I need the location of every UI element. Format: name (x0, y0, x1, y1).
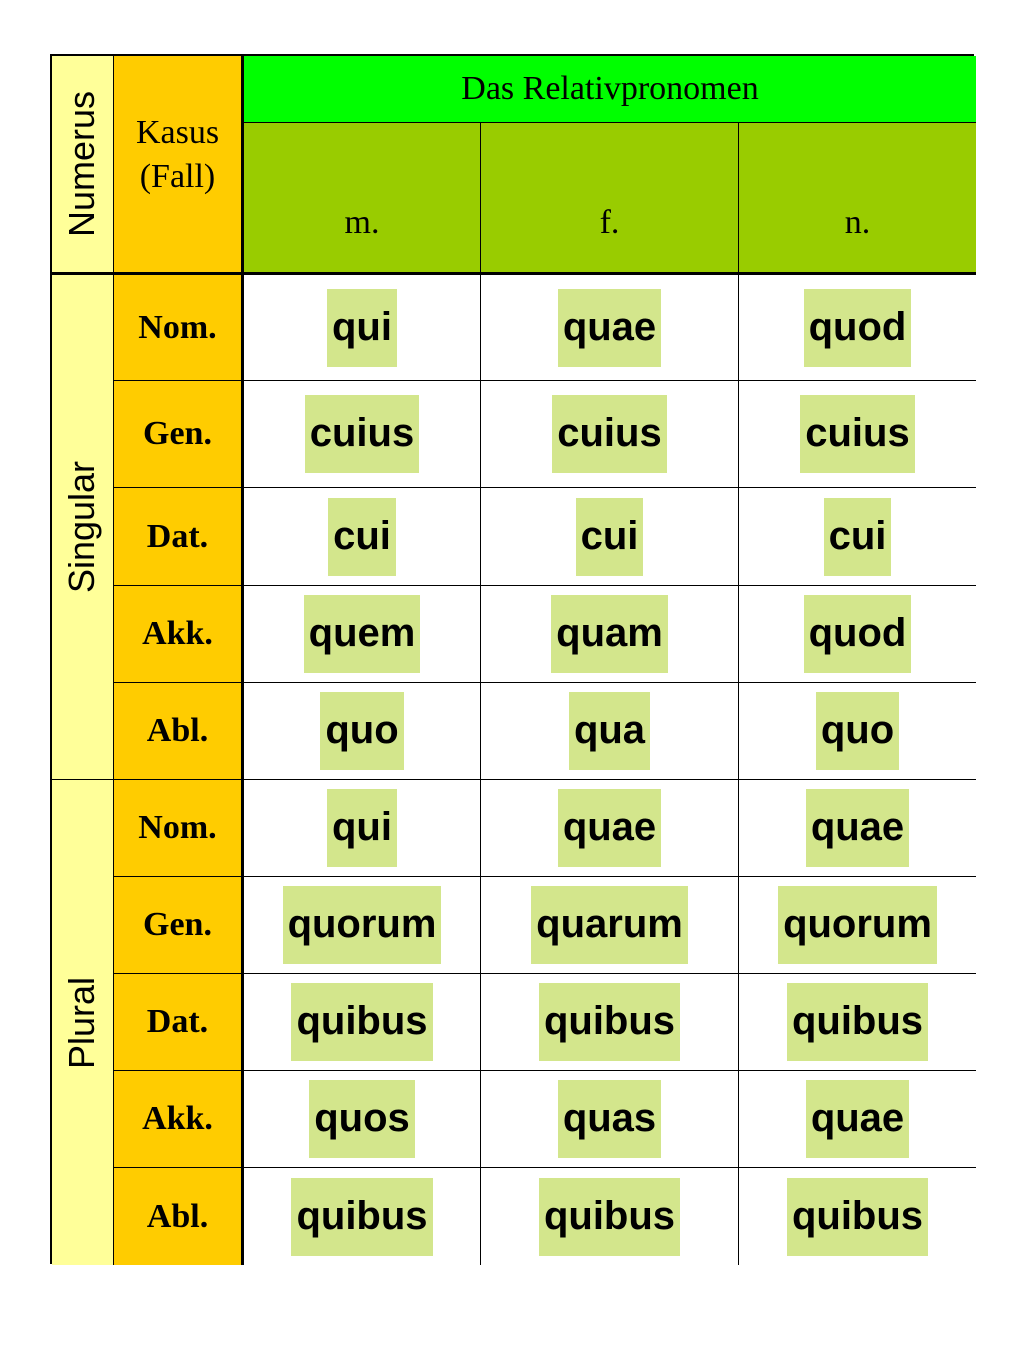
case-cell (114, 1071, 244, 1168)
numerus-header: Numerus (61, 90, 103, 238)
case-cell (114, 586, 244, 683)
singular-group-cell (52, 275, 114, 780)
form-cell (739, 683, 976, 780)
form-cell (739, 974, 976, 1071)
plural-label: Plural (61, 976, 103, 1069)
form-word: quem (304, 595, 421, 673)
case-label: Akk. (142, 1100, 213, 1137)
form-cell (481, 780, 739, 877)
form-word: quod (804, 289, 912, 367)
gender-header-m (244, 123, 481, 275)
form-cell (481, 974, 739, 1071)
form-word: quorum (283, 886, 442, 964)
form-cell (244, 488, 481, 586)
form-cell (244, 381, 481, 488)
case-label: Akk. (142, 615, 213, 652)
form-word: quae (558, 289, 661, 367)
form-word: quibus (291, 1178, 432, 1256)
form-cell (481, 1071, 739, 1168)
gender-label: f. (599, 203, 620, 241)
form-cell (481, 586, 739, 683)
form-word: qui (327, 789, 397, 867)
case-label: Abl. (146, 1197, 209, 1235)
form-cell (481, 877, 739, 974)
form-cell (739, 780, 976, 877)
form-cell (244, 1168, 481, 1265)
case-cell (114, 381, 244, 488)
case-label: Nom. (138, 809, 217, 846)
case-cell (114, 275, 244, 381)
table-title: Das Relativpronomen (461, 70, 759, 107)
form-cell (244, 974, 481, 1071)
table-title-cell (244, 56, 976, 123)
form-word: quae (558, 789, 661, 867)
form-cell (244, 683, 481, 780)
gender-header-f (481, 123, 739, 275)
form-word: cui (824, 498, 892, 576)
form-cell (481, 488, 739, 586)
singular-label: Singular (61, 460, 103, 594)
form-word: quibus (539, 1178, 680, 1256)
form-word: quarum (531, 886, 688, 964)
form-cell (481, 275, 739, 381)
case-cell (114, 780, 244, 877)
plural-group-cell (52, 780, 114, 1265)
form-word: quae (806, 1080, 909, 1158)
form-cell (244, 780, 481, 877)
form-word: cui (576, 498, 644, 576)
form-cell (739, 586, 976, 683)
form-word: cuius (800, 395, 914, 473)
form-word: quae (806, 789, 909, 867)
case-cell (114, 488, 244, 586)
case-label: Dat. (146, 1003, 209, 1040)
form-word: cui (328, 498, 396, 576)
kasus-header-cell (114, 56, 244, 275)
form-cell (481, 381, 739, 488)
kasus-header-line1: Kasus (135, 114, 220, 151)
form-word: quam (551, 595, 668, 673)
form-word: quas (558, 1080, 661, 1158)
form-cell (244, 1071, 481, 1168)
form-word: quos (309, 1080, 415, 1158)
form-word: quo (816, 692, 899, 770)
form-cell (481, 683, 739, 780)
form-cell (739, 1071, 976, 1168)
case-cell (114, 974, 244, 1071)
form-cell (244, 586, 481, 683)
gender-header-n (739, 123, 976, 275)
form-word: quibus (291, 983, 432, 1061)
relative-pronoun-table (50, 54, 974, 1264)
case-cell (114, 683, 244, 780)
form-cell (244, 877, 481, 974)
form-cell (739, 1168, 976, 1265)
form-cell (739, 877, 976, 974)
case-cell (114, 1168, 244, 1265)
case-label: Nom. (138, 308, 217, 346)
form-cell (739, 381, 976, 488)
form-word: quibus (539, 983, 680, 1061)
form-word: cuius (552, 395, 666, 473)
form-cell (481, 1168, 739, 1265)
case-label: Abl. (146, 712, 209, 749)
case-label: Dat. (146, 517, 209, 555)
form-word: quo (320, 692, 403, 770)
form-word: quibus (787, 983, 928, 1061)
case-label: Gen. (143, 415, 212, 452)
kasus-header-line2: (Fall) (139, 158, 216, 195)
form-cell (739, 275, 976, 381)
numerus-header-cell (52, 56, 114, 275)
gender-label: m. (344, 203, 380, 241)
gender-label: n. (844, 203, 871, 241)
form-word: quibus (787, 1178, 928, 1256)
form-word: cuius (305, 395, 419, 473)
form-word: quod (804, 595, 912, 673)
case-label: Gen. (143, 906, 212, 943)
case-cell (114, 877, 244, 974)
form-word: qui (327, 289, 397, 367)
form-word: quorum (778, 886, 937, 964)
form-word: qua (569, 692, 650, 770)
form-cell (739, 488, 976, 586)
form-cell (244, 275, 481, 381)
